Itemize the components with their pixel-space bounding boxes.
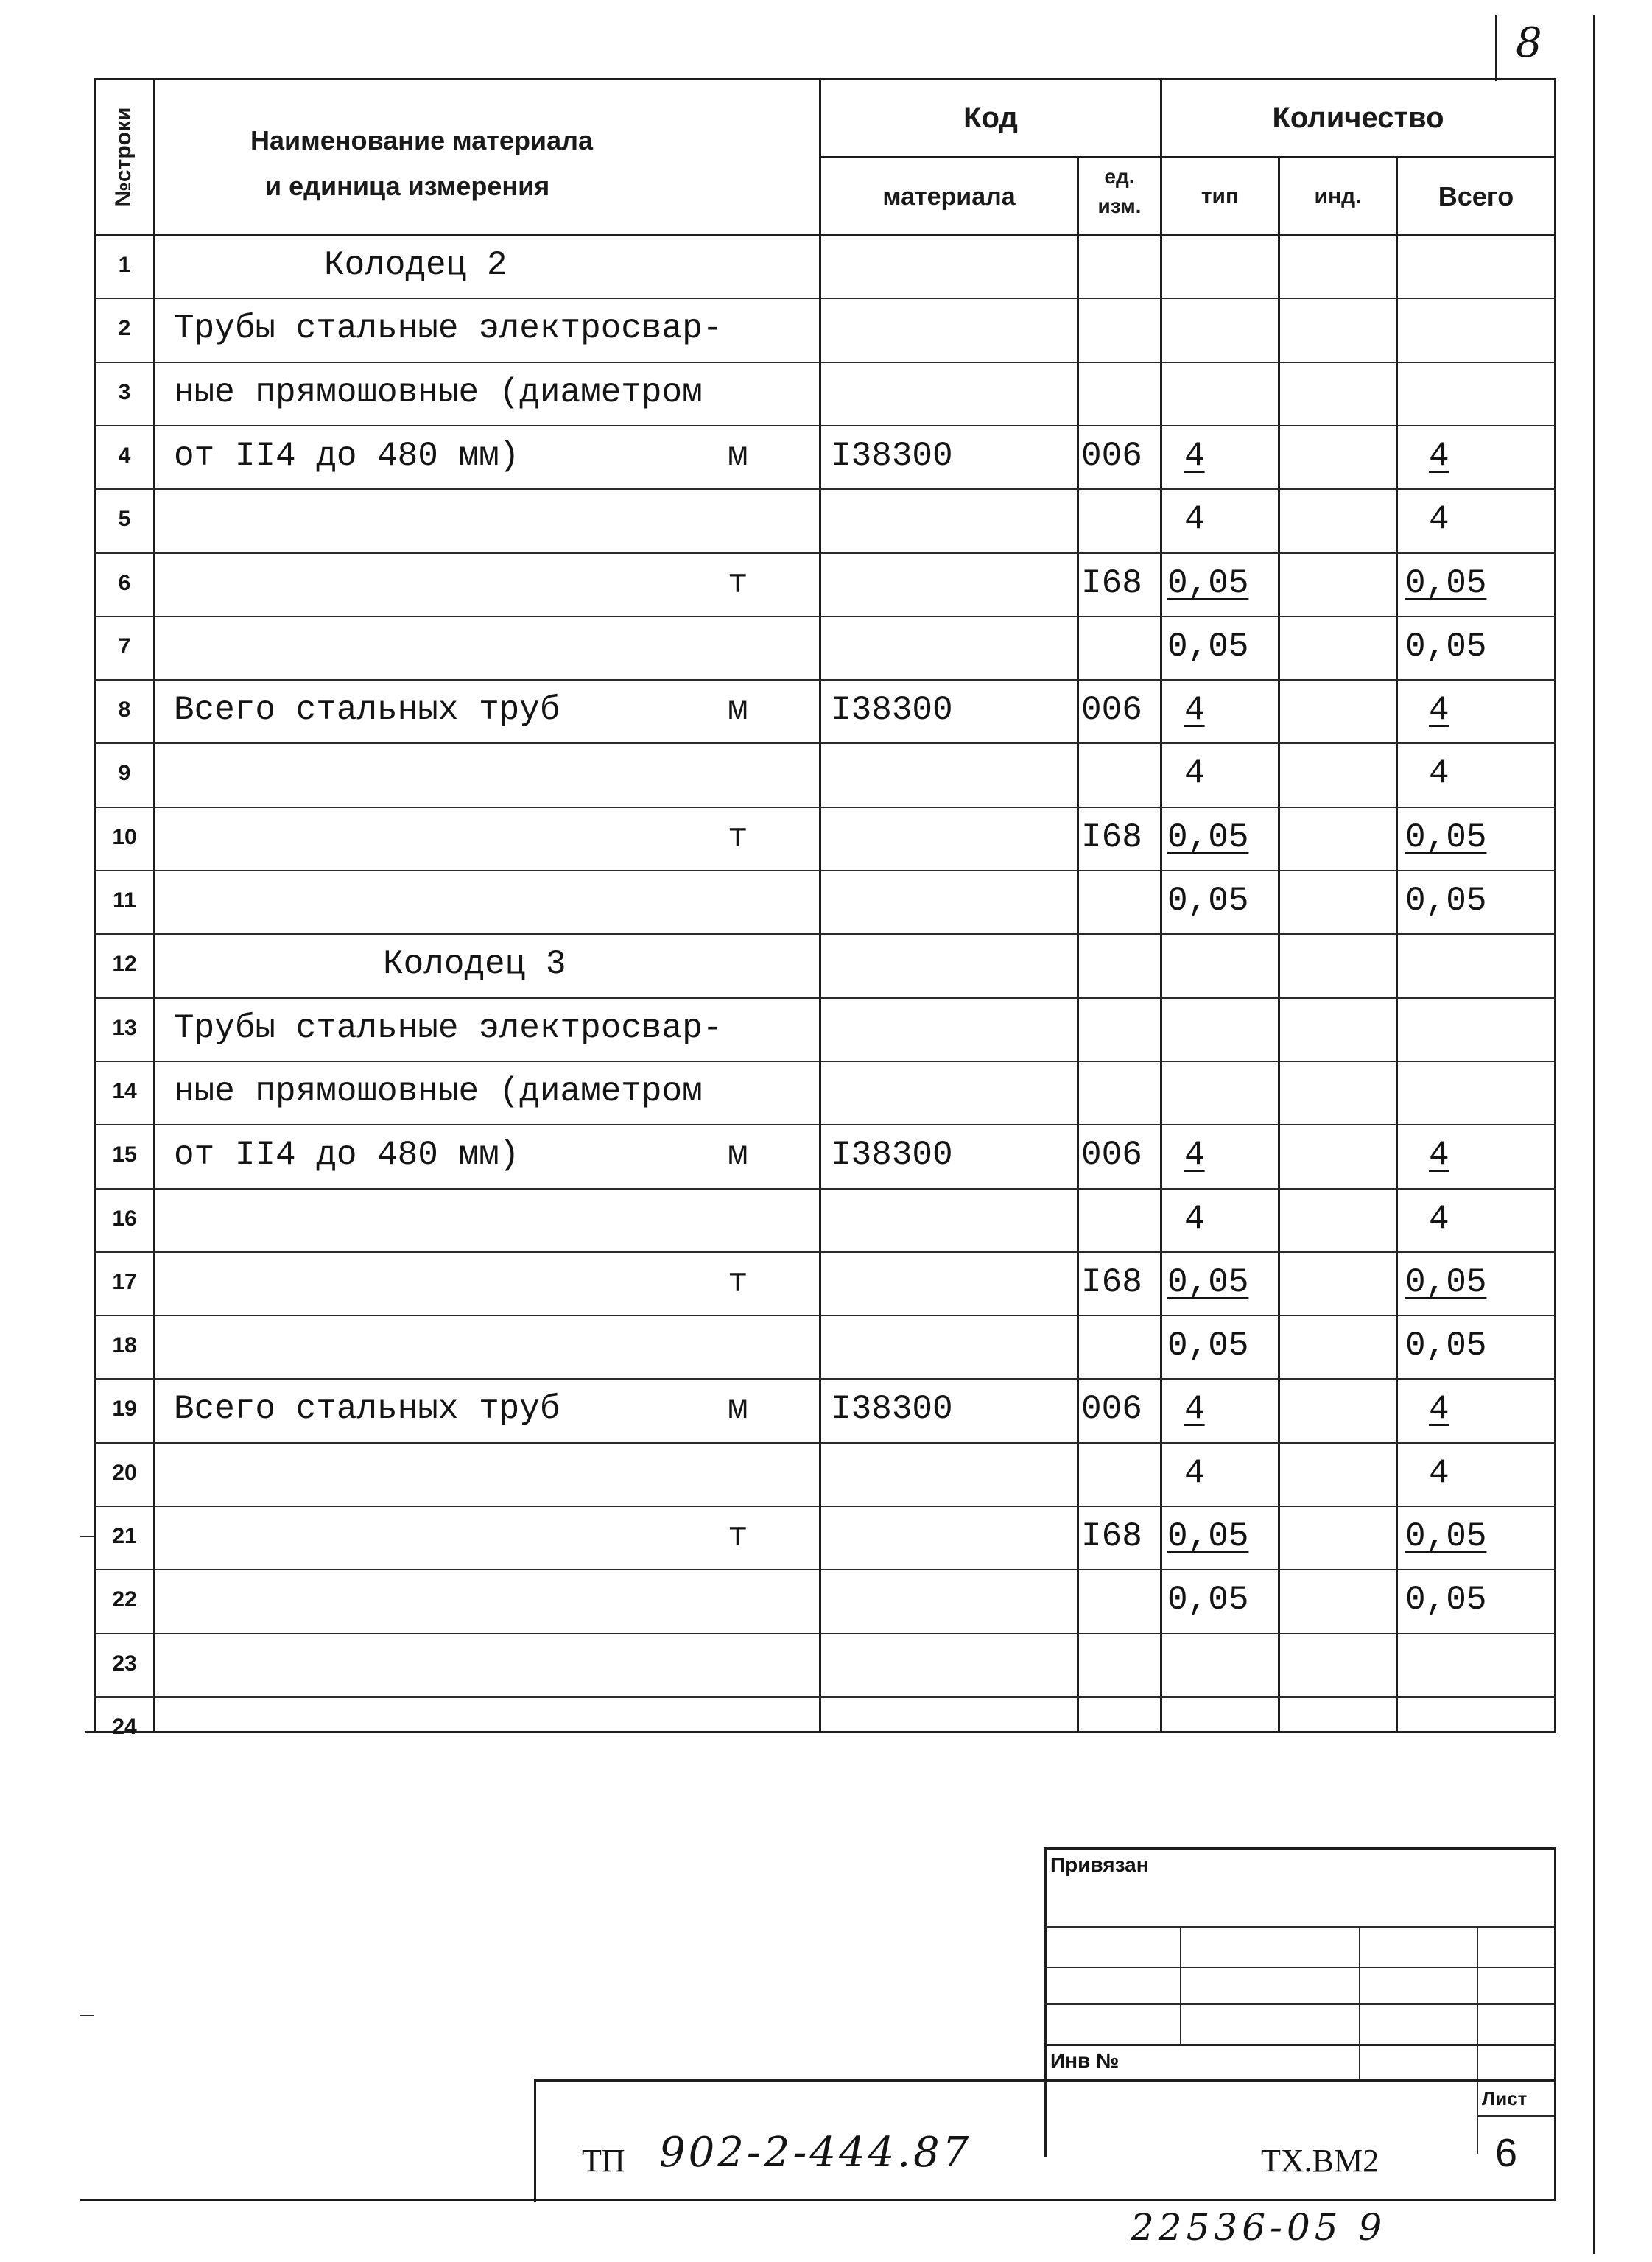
row-name: ные прямошовные (диаметром [174, 373, 703, 412]
total-header: Всего [1438, 181, 1514, 211]
row-unit: м [728, 1136, 748, 1174]
row-qty-tip: 4 [1184, 754, 1205, 793]
material-code-header: материала [882, 183, 1016, 211]
row-number: 19 [112, 1397, 137, 1421]
row-qty-total: 0,05 [1405, 1263, 1487, 1302]
row-number: 14 [112, 1079, 137, 1103]
row-unit: т [728, 818, 748, 857]
row-unit-code: 006 [1081, 1136, 1142, 1174]
row-qty-tip: 0,05 [1167, 882, 1249, 920]
row-qty-total: 0,05 [1405, 564, 1487, 603]
row-unit: т [728, 1263, 748, 1302]
row-number: 6 [118, 571, 131, 595]
tip-header: тип [1201, 184, 1240, 208]
row-qty-tip: 0,05 [1167, 1327, 1249, 1365]
row-number: 15 [112, 1142, 137, 1167]
row-name: от II4 до 480 мм) [174, 1136, 520, 1174]
ind-header: инд. [1314, 184, 1362, 208]
row-qty-total: 0,05 [1405, 1327, 1487, 1365]
row-number: 9 [118, 761, 131, 785]
row-qty-tip: 0,05 [1167, 564, 1249, 603]
row-qty-total: 0,05 [1405, 882, 1487, 920]
row-name: Трубы стальные электросвар- [174, 1009, 723, 1047]
row-number: 12 [112, 952, 137, 976]
row-number: 20 [112, 1461, 137, 1485]
name-header-line2: и единица измерения [265, 171, 550, 201]
row-qty-total: 4 [1429, 1200, 1449, 1238]
row-number: 22 [112, 1587, 137, 1612]
row-name: Всего стальных труб [174, 1390, 560, 1428]
row-qty-total: 4 [1429, 754, 1449, 793]
row-qty-tip: 0,05 [1167, 628, 1249, 666]
row-material-code: I38300 [831, 437, 953, 475]
row-number: 17 [112, 1270, 137, 1294]
privyazan-label: Привязан [1050, 1853, 1149, 1876]
name-header-line1: Наименование материала [250, 125, 593, 155]
row-unit: м [728, 437, 748, 475]
list-label: Лист [1482, 2087, 1528, 2110]
row-qty-tip: 4 [1184, 437, 1205, 475]
row-number: 7 [118, 634, 131, 658]
row-number: 23 [112, 1651, 137, 1676]
sheet-corner-number: 8 [1516, 19, 1542, 67]
row-qty-tip: 4 [1184, 691, 1205, 729]
footer-number: 22536-05 9 [1131, 2206, 1387, 2249]
row-name: Колодец 2 [324, 246, 507, 284]
row-name: Трубы стальные электросвар- [174, 309, 723, 348]
row-number: 24 [112, 1715, 137, 1739]
row-qty-tip: 4 [1184, 1390, 1205, 1428]
row-material-code: I38300 [831, 1390, 953, 1428]
row-unit-code: I68 [1081, 1517, 1142, 1556]
row-unit: т [728, 564, 748, 603]
row-number: 8 [118, 698, 131, 722]
row-qty-total: 4 [1429, 1390, 1449, 1428]
row-unit-code: I68 [1081, 1263, 1142, 1302]
row-number: 13 [112, 1016, 137, 1040]
row-qty-tip: 4 [1184, 500, 1205, 538]
row-number: 5 [118, 507, 131, 531]
row-number: 10 [112, 825, 137, 849]
row-unit: т [728, 1517, 748, 1556]
row-qty-total: 0,05 [1405, 1581, 1487, 1619]
row-number: 18 [112, 1333, 137, 1357]
row-name: ные прямошовные (диаметром [174, 1072, 703, 1111]
row-qty-total: 4 [1429, 1454, 1449, 1492]
row-name: Колодец 3 [383, 945, 566, 983]
row-qty-total: 0,05 [1405, 628, 1487, 666]
row-qty-total: 4 [1429, 437, 1449, 475]
row-qty-total: 0,05 [1405, 1517, 1487, 1556]
row-qty-tip: 4 [1184, 1454, 1205, 1492]
unit-header-line2: изм. [1097, 194, 1142, 217]
row-number: 4 [118, 443, 131, 468]
row-qty-total: 4 [1429, 1136, 1449, 1174]
row-qty-total: 4 [1429, 691, 1449, 729]
row-qty-tip: 0,05 [1167, 1581, 1249, 1619]
tp-prefix: ТП [582, 2143, 625, 2179]
row-qty-tip: 4 [1184, 1136, 1205, 1174]
row-name: от II4 до 480 мм) [174, 437, 520, 475]
unit-header-line1: ед. [1104, 165, 1135, 188]
row-qty-tip: 0,05 [1167, 818, 1249, 857]
code-group-header: Код [963, 102, 1018, 134]
row-number: 3 [118, 380, 131, 404]
row-unit-code: 006 [1081, 1390, 1142, 1428]
row-number: 11 [113, 888, 136, 913]
row-material-code: I38300 [831, 691, 953, 729]
rownum-header: №строки [111, 107, 136, 207]
row-number: 2 [118, 316, 131, 340]
doc-code: ТХ.ВМ2 [1261, 2143, 1379, 2179]
quantity-group-header: Количество [1272, 102, 1444, 134]
row-unit-code: 006 [1081, 691, 1142, 729]
row-unit: м [728, 691, 748, 729]
row-qty-total: 0,05 [1405, 818, 1487, 857]
list-number: 6 [1495, 2131, 1518, 2175]
row-number: 1 [118, 253, 131, 277]
row-qty-tip: 0,05 [1167, 1263, 1249, 1302]
row-unit-code: I68 [1081, 564, 1142, 603]
row-number: 21 [112, 1524, 137, 1548]
row-qty-total: 4 [1429, 500, 1449, 538]
row-unit-code: 006 [1081, 437, 1142, 475]
row-qty-tip: 0,05 [1167, 1517, 1249, 1556]
row-number: 16 [112, 1206, 137, 1231]
row-name: Всего стальных труб [174, 691, 560, 729]
row-unit-code: I68 [1081, 818, 1142, 857]
tp-number: 902-2-444.87 [659, 2129, 972, 2177]
row-unit: м [728, 1390, 748, 1428]
row-qty-tip: 4 [1184, 1200, 1205, 1238]
inv-no-label: Инв № [1050, 2049, 1120, 2072]
row-material-code: I38300 [831, 1136, 953, 1174]
